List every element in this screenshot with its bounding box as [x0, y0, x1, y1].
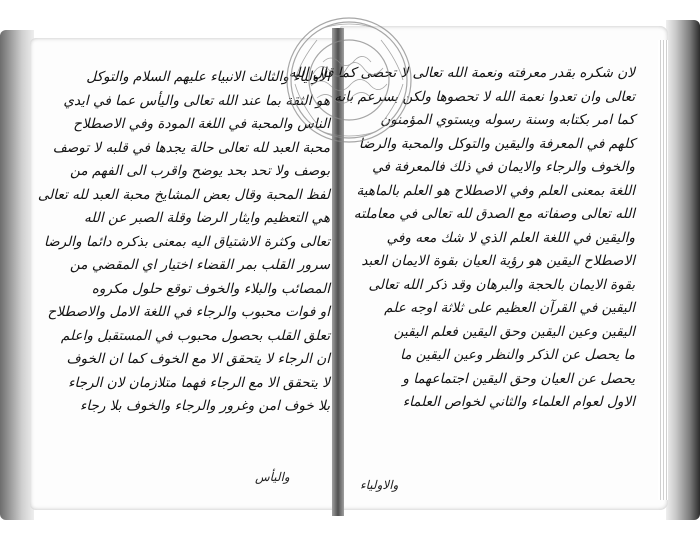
- page-stack-edge: [658, 40, 668, 500]
- right-line: اليقين في القرآن العظيم على ثلاثة اوجه علم: [384, 300, 635, 316]
- left-line: سرور القلب بمر القضاء اختيار اي المقضي من: [69, 257, 330, 273]
- left-line: المصائب والبلاء والخوف توقع حلول مكروه: [91, 280, 330, 297]
- right-line: اللغة بمعنى العلم وفي الاصطلاح هو العلم بالماهية: [356, 182, 635, 199]
- library-seal-stamp: [283, 14, 415, 146]
- right-line: الاول لعوام العلماء والثاني لخواص العلماء: [402, 394, 635, 410]
- left-line: تعلق القلب بحصول محبوب في المستقبل واعلم: [60, 327, 330, 344]
- left-line: او فوات محبوب والرجاء في اللغة الامل والاصطلاح: [47, 304, 330, 320]
- right-line: ما يحصل عن الذكر والنظر وعين اليقين ما: [400, 347, 635, 363]
- right-line: والخوف والرجاء والايمان في ذلك فالمعرفة في: [372, 159, 635, 175]
- right-line: الله تعالى وصفاته مع الصدق لله تعالى في معاملته: [353, 206, 635, 222]
- right-line: تعالى وان تعدوا نعمة الله لا تحصوها ولكن بسرعم بانه: [334, 88, 635, 105]
- left-line: محبة العبد لله تعالى حالة يجدها في قلبه لا توصف: [52, 139, 330, 156]
- left-line: هو الثقة بما عند الله تعالى واليأس عما في ايدي: [63, 92, 330, 109]
- right-line: لان شكره بقدر معرفته ونعمة الله تعالى لا تحصى كما قال الله: [288, 65, 635, 81]
- left-catchword: واليأس: [255, 470, 290, 484]
- left-line: الاولياء والثالث الانبياء عليهم السلام والتوكل: [86, 69, 330, 85]
- right-line: واليقين في اللغة العلم الذي لا شك معه وفي: [386, 229, 635, 246]
- left-binding-edge: [0, 30, 34, 520]
- left-line: بوصف ولا تحد بحد يوضح واقرب الى الفهم من: [70, 163, 330, 179]
- left-line: تعالى وكثرة الاشتياق اليه بمعنى بذكره دائما والرضا: [43, 233, 330, 250]
- right-line: كلهم في المعرفة واليقين والتوكل والمحبة والرضا: [358, 135, 635, 152]
- left-line: ان الرجاء لا يتحقق الا مع الخوف كما ان الخوف: [66, 351, 330, 367]
- left-line: لا يتحقق الا مع الرجاء فهما متلازمان لان الرجاء: [68, 374, 330, 391]
- right-line: اليقين وعين اليقين وحق اليقين فعلم اليقين: [393, 323, 635, 340]
- right-line: بقوة الايمان بالحجة والبرهان وقد ذكر الله تعالى: [368, 276, 635, 293]
- right-line: يحصل عن العيان وحق اليقين اجتماعهما و: [402, 370, 635, 387]
- left-line: هي التعظيم وايثار الرضا وقلة الصبر عن الله: [84, 210, 330, 226]
- right-catchword: والاولياء: [360, 478, 399, 492]
- left-line: لفظ المحبة وقال بعض المشايخ محبة العبد لله تعالى: [37, 186, 330, 203]
- left-line: بلا خوف امن وغرور والرجاء والخوف بلا رجاء: [79, 398, 330, 414]
- right-line: الاصطلاح اليقين هو رؤية العيان بقوة الايمان العبد: [361, 253, 635, 269]
- left-line: الناس والمحبة في اللغة المودة وفي الاصطلاح: [73, 116, 330, 132]
- right-binding-edge: [666, 20, 700, 520]
- right-line: كما امر بكتابه وسنة رسوله ويستوي المؤمنون: [380, 112, 635, 128]
